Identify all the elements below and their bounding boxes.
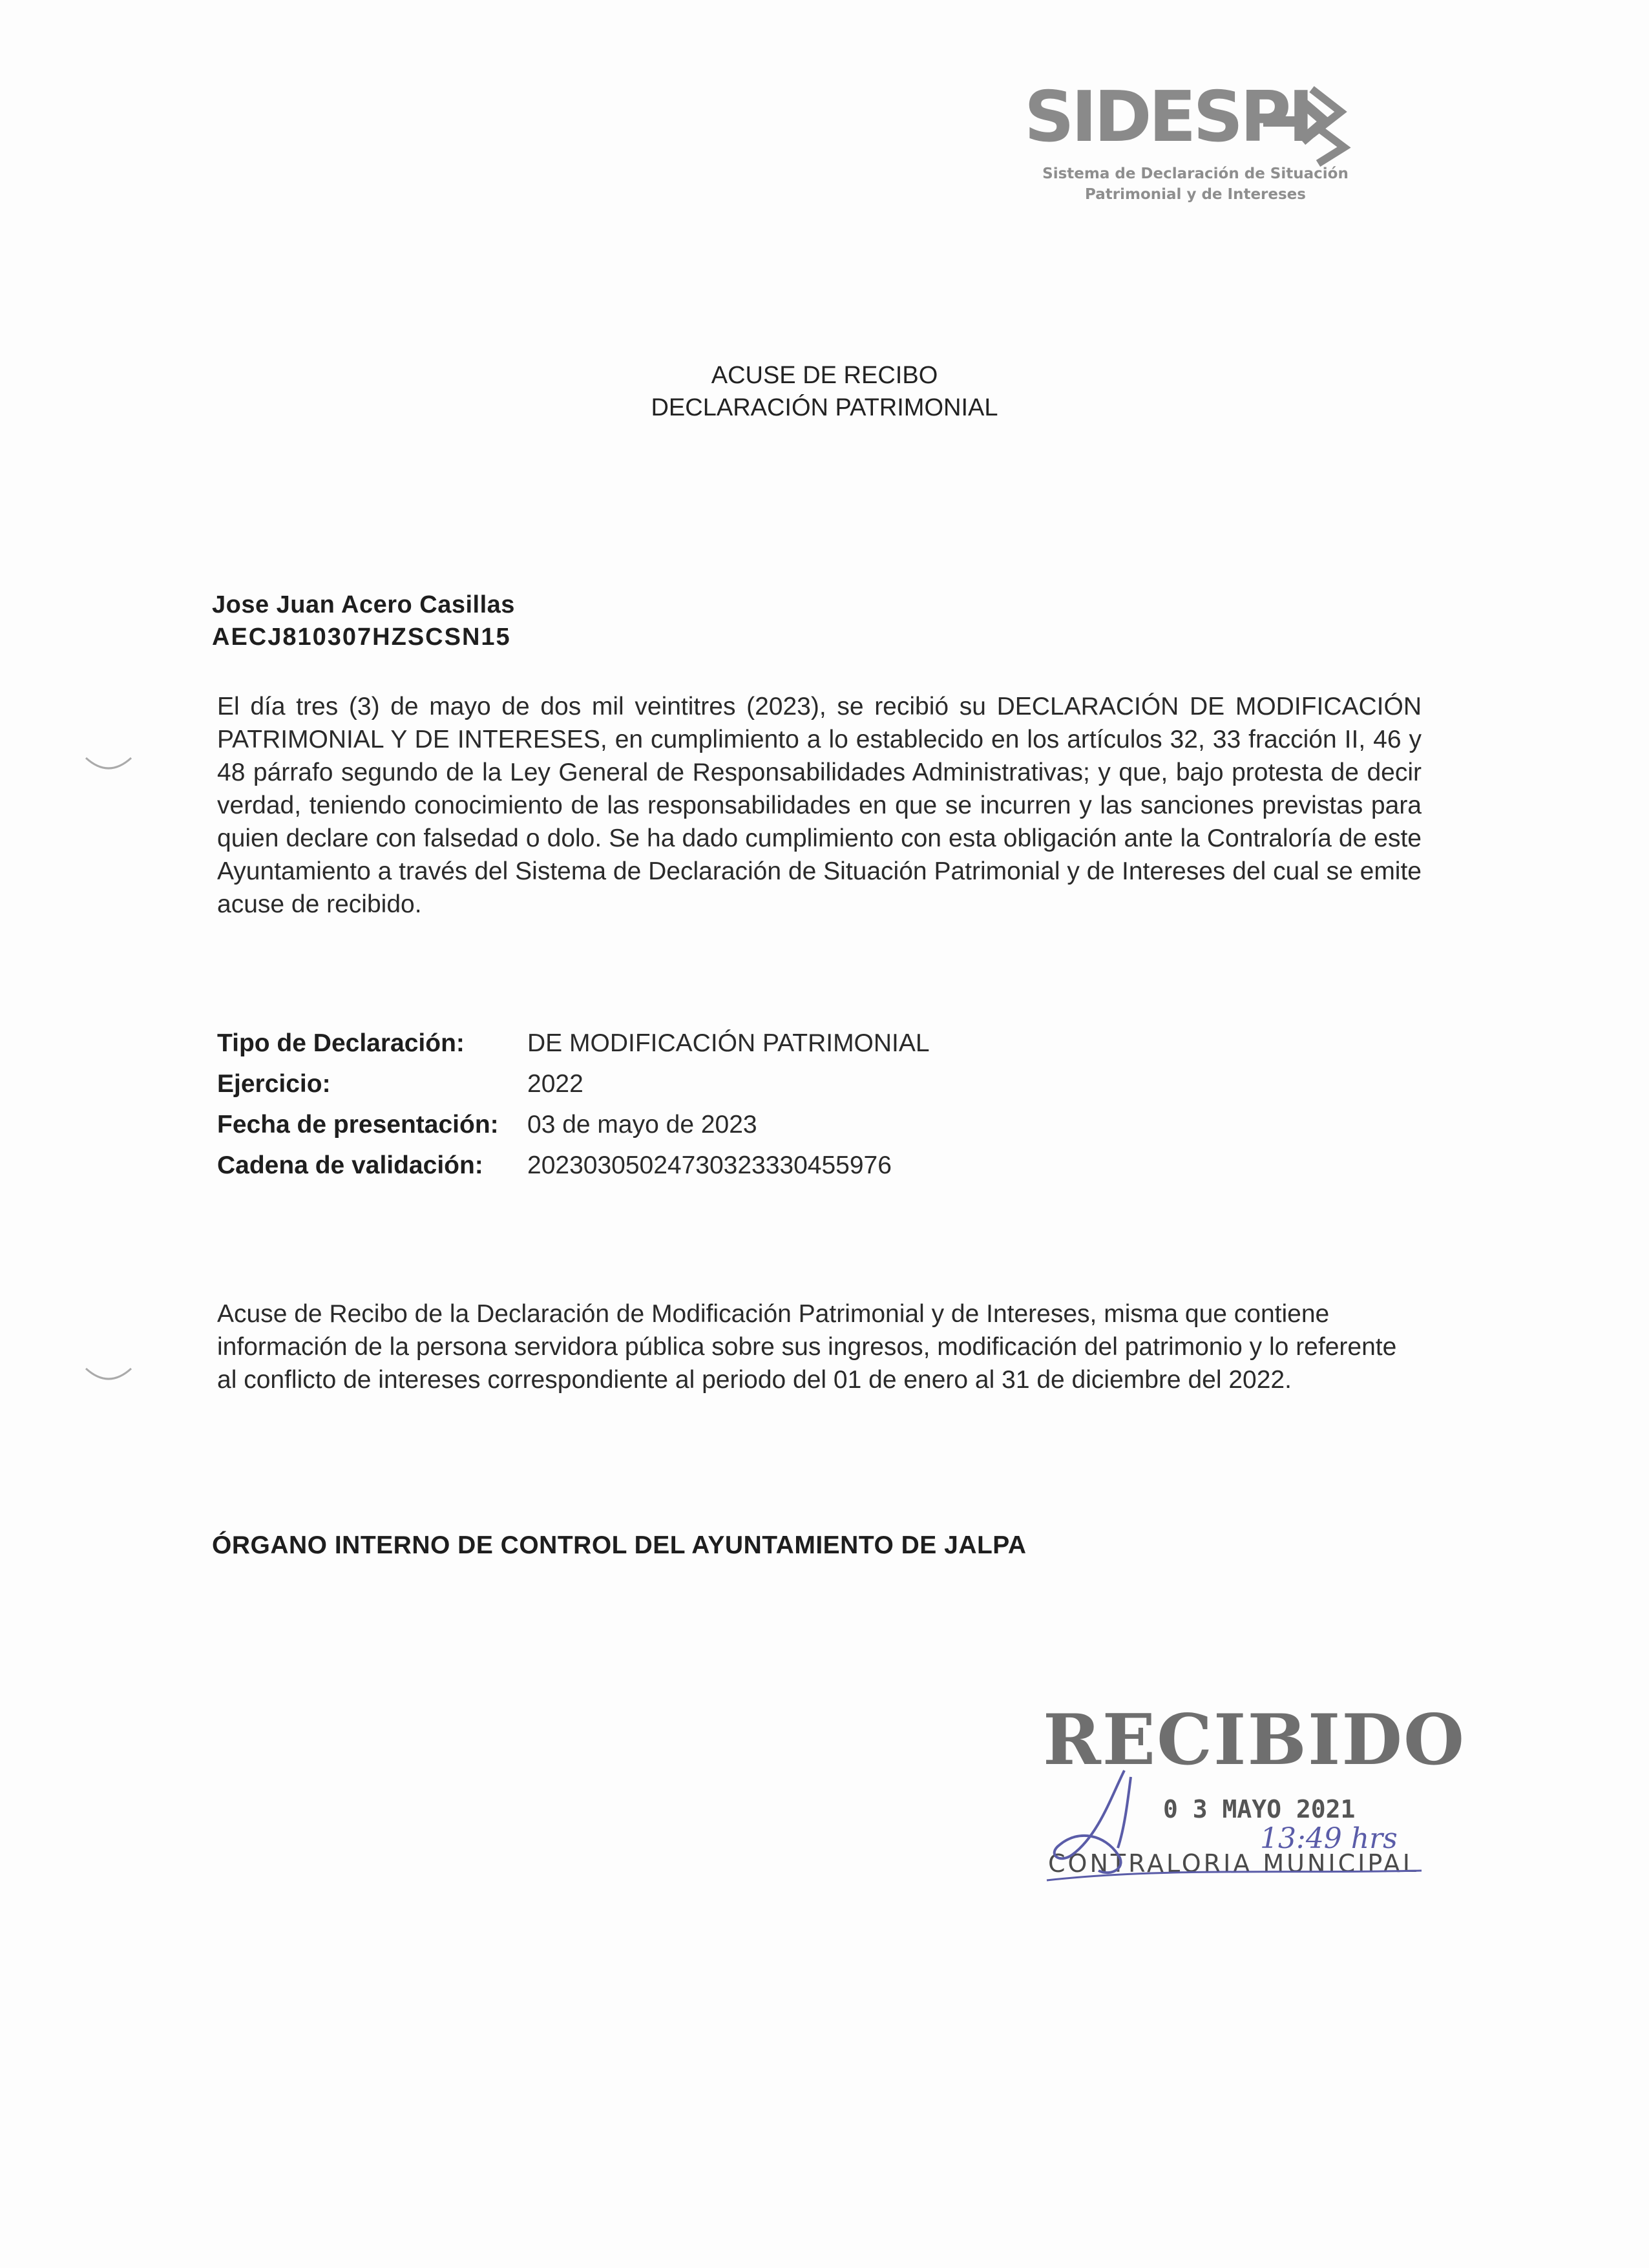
field-value: 20230305024730323330455976	[527, 1151, 892, 1179]
field-value: DE MODIFICACIÓN PATRIMONIAL	[527, 1029, 930, 1057]
issuing-organ: ÓRGANO INTERNO DE CONTROL DEL AYUNTAMIENTO DE JALPA	[212, 1531, 1027, 1559]
document-subtitle: DECLARACIÓN PATRIMONIAL	[651, 394, 998, 421]
logo-subtitle-line1: Sistema de Declaración de Situación	[1042, 165, 1349, 182]
logo-subtitle-line2: Patrimonial y de Intereses	[1085, 186, 1306, 203]
field-value: 03 de mayo de 2023	[527, 1111, 757, 1139]
declarant-name: Jose Juan Acero Casillas	[212, 591, 515, 618]
receipt-paragraph: El día tres (3) de mayo de dos mil veintitres (2023), se recibió su DECLARACIÓN DE MODIFICACIÓN PATRIMONIAL Y DE INTERESES, en cumplimiento a lo establecido en los artículos 32, 33 fracción II, 46 y 48 párrafo segundo de la Ley General de Responsabilidades Administrativas; y que, bajo protesta de decir verdad, teniendo conocimiento de las responsabilidades en que se incurren y las sanciones previstas para quien declare con falsedad o dolo. Se ha dado cumplimiento con esta obligación ante la Contraloría de este Ayuntamiento a través del Sistema de Declaración de Situación Patrimonial y de Intereses del cual se emite acuse de recibido.	[217, 693, 1422, 918]
sidespi-logo	[1024, 77, 1360, 212]
logo-wordmark: SIDESPI	[1024, 77, 1311, 158]
document-title: ACUSE DE RECIBO	[711, 362, 938, 389]
field-label: Ejercicio:	[217, 1070, 331, 1098]
handwritten-time: 13:49 hrs	[1260, 1822, 1398, 1855]
stamp-office: CONTRALORIA MUNICIPAL	[1048, 1849, 1419, 1878]
summary-paragraph: Acuse de Recibo de la Declaración de Modificación Patrimonial y de Intereses, misma que contiene información de la persona servidora pública sobre sus ingresos, modificación del patrimonio y lo referente al conflicto de intereses correspondiente al periodo del 01 de enero al 31 de diciembre del 2022.	[217, 1300, 1397, 1394]
declarant-id-code: AECJ810307HZSCSN15	[212, 624, 511, 651]
field-label: Cadena de validación:	[217, 1151, 483, 1179]
field-value: 2022	[527, 1070, 583, 1098]
logo-arrow-icon	[1257, 83, 1360, 167]
punch-hole-mark	[83, 1363, 134, 1389]
field-label: Tipo de Declaración:	[217, 1029, 465, 1057]
stamp-date: 0 3 MAYO 2021	[1163, 1795, 1356, 1823]
stamp-word: RECIBIDO	[1043, 1699, 1466, 1781]
received-stamp	[1034, 1693, 1466, 1900]
punch-hole-mark	[83, 753, 134, 779]
field-label: Fecha de presentación:	[217, 1111, 499, 1139]
